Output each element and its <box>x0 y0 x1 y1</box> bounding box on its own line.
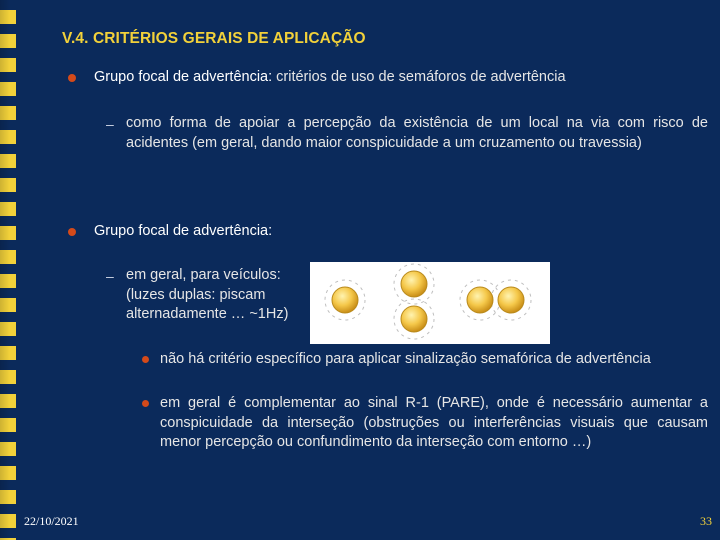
traffic-light-lamp-icon <box>467 287 493 313</box>
item2-point1: não há critério específico para aplicar sinalização semafórica de advertência <box>160 351 651 367</box>
traffic-lights-svg <box>310 262 550 344</box>
dash-marker: – <box>106 116 114 132</box>
bullet-dot <box>68 74 76 82</box>
slide-title: V.4. CRITÉRIOS GERAIS DE APLICAÇÃO <box>62 30 366 47</box>
traffic-light-lamp-icon <box>498 287 524 313</box>
item1-sub1: como forma de apoiar a percepção da existência de um local na via com risco de acidentes (em geral, dando maior conspicuidade a um cruzamento ou travessia) <box>126 115 708 151</box>
item2-lead: Grupo focal de advertência: <box>94 223 273 239</box>
page-number: 33 <box>700 514 712 528</box>
item1-text <box>94 68 694 88</box>
footer-date: 22/10/2021 <box>24 514 79 528</box>
bullet-dot <box>142 356 149 363</box>
traffic-light-lamp-icon <box>401 271 427 297</box>
traffic-lights-illustration <box>310 262 550 344</box>
item1-lead: Grupo focal de advertência: <box>94 69 273 85</box>
dash-marker: – <box>106 268 114 284</box>
traffic-light-lamp-icon <box>401 306 427 332</box>
traffic-light-lamp-icon <box>332 287 358 313</box>
bullet-dot <box>142 400 149 407</box>
item1-rest: critérios de uso de semáforos de advertência <box>272 69 566 85</box>
item2-sub1: em geral, para veículos: (luzes duplas: piscam alternadamente … ~1Hz) <box>126 267 289 322</box>
left-decorative-stripe <box>0 0 16 540</box>
bullet-dot <box>68 228 76 236</box>
item2-point2: em geral é complementar ao sinal R-1 (PARE), onde é necessário aumentar a conspicuidade da interseção (obstruções ou interferências visuais que causam menor percepção ou confundimento da interseção com entorno …) <box>160 395 708 450</box>
